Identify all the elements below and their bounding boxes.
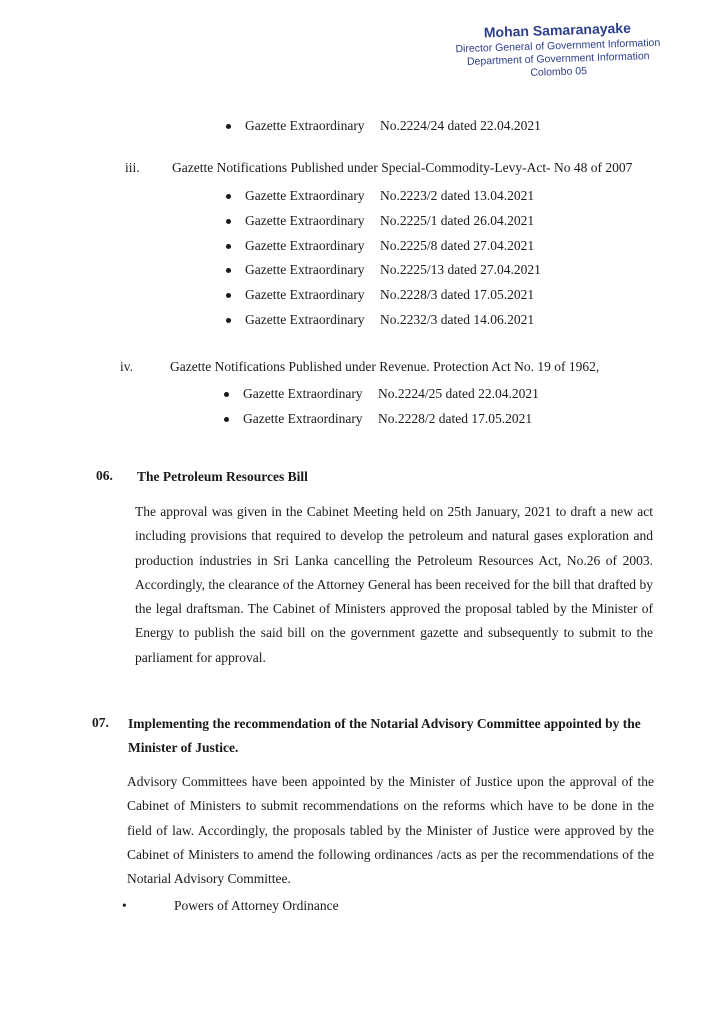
subsection-iii [125, 160, 645, 180]
stamp-department: Department of Government Information [466, 49, 650, 68]
section-title: The Petroleum Resources Bill [137, 469, 308, 484]
bullet-icon [226, 219, 231, 224]
gazette-item: Gazette Extraordinary No.2225/8 dated 27.04.2021 [245, 236, 541, 261]
subsection-heading: Gazette Notifications Published under Revenue. Protection Act No. 19 of 1962, [170, 359, 600, 374]
gazette-item: Gazette Extraordinary No.2224/24 dated 22.04.2021 [245, 116, 541, 141]
section-number: 06. [96, 468, 113, 483]
stamp-title: Director General of Government Information [455, 36, 661, 55]
bullet-icon [224, 417, 229, 422]
gazette-item: Gazette Extraordinary No.2225/13 dated 27.04.2021 [245, 260, 541, 285]
bullet-icon [226, 293, 231, 298]
subsection-iv [120, 359, 640, 379]
bullet-icon [226, 124, 231, 129]
official-stamp [447, 19, 669, 83]
bullet-icon [226, 268, 231, 273]
gazette-item: Gazette Extraordinary No.2228/2 dated 17.05.2021 [243, 409, 539, 434]
subsection-numeral: iv. [120, 359, 133, 374]
bullet-icon: • [122, 898, 127, 913]
gazette-item: Gazette Extraordinary No.2232/3 dated 14.06.2021 [245, 310, 541, 335]
gazette-item: Gazette Extraordinary No.2228/3 dated 17.05.2021 [245, 285, 541, 310]
bullet-icon [224, 392, 229, 397]
gazette-list-iv [243, 384, 539, 434]
section-number: 07. [92, 715, 109, 730]
ordinance-name: Powers of Attorney Ordinance [174, 898, 339, 913]
section-paragraph: Advisory Committees have been appointed by the Minister of Justice upon the approval of the Cabinet of Ministers to submit recommendations on the reforms which have to be done in the field of law. Accordingly, the proposals tabled by the Minister of Justice were approved by the Cabinet of Ministers to amend the following ordinances /acts as per the recommendations of the Notarial Advisory Committee. [127, 774, 654, 887]
bullet-icon [226, 244, 231, 249]
subsection-heading: Gazette Notifications Published under Special-Commodity-Levy-Act- No 48 of 2007 [172, 160, 633, 175]
gazette-item: Gazette Extraordinary No.2223/2 dated 13.04.2021 [245, 186, 541, 211]
gazette-item: Gazette Extraordinary No.2225/1 dated 26.04.2021 [245, 211, 541, 236]
stamp-city: Colombo 05 [530, 64, 588, 79]
subsection-numeral: iii. [125, 160, 140, 175]
list-item [122, 898, 339, 914]
gazette-item: Gazette Extraordinary No.2224/25 dated 22.04.2021 [243, 384, 539, 409]
gazette-list-top [245, 116, 541, 141]
bullet-icon [226, 318, 231, 323]
section-paragraph: The approval was given in the Cabinet Meeting held on 25th January, 2021 to draft a new act including provisions that required to develop the petroleum and natural gases exploration and production industries in Sri Lanka cancelling the Petroleum Resources Act, No.26 of 2003. Accordingly, the clearance of the Attorney General has been received for the bill that drafted by the legal draftsman. The Cabinet of Ministers approved the proposal tabled by the Minister of Energy to publish the said bill on the government gazette and subsequently to submit to the parliament for approval. [135, 504, 653, 665]
bullet-icon [226, 194, 231, 199]
section-title: Implementing the recommendation of the Notarial Advisory Committee appointed by the Minister of Justice. [128, 716, 641, 755]
stamp-name: Mohan Samaranayake [483, 19, 632, 41]
gazette-list-iii [245, 186, 541, 335]
